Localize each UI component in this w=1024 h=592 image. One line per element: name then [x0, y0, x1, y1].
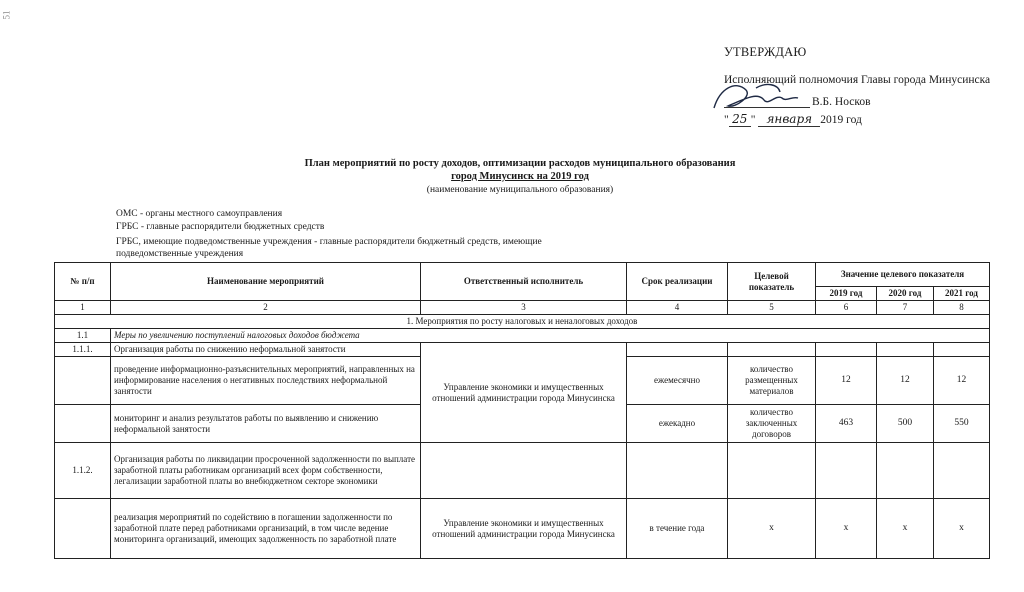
row-num	[55, 357, 111, 405]
row-v2019: 463	[816, 405, 877, 443]
row-name: проведение информационно-разъяснительных мероприятий, направленных на информирование населения о негативных последствиях неформальной занятости	[111, 357, 421, 405]
row-name: реализация мероприятий по содействию в погашении задолженности по заработной плате перед работниками организаций, в том числе ведение мониторинга организаций, имеющих задолженность по заработной плате	[111, 499, 421, 559]
approval-name: В.Б. Носков	[812, 96, 871, 108]
row-num: 1.1.1.	[55, 343, 111, 357]
header-value-group: Значение целевого показателя	[816, 263, 990, 287]
header-name: Наименование мероприятий	[111, 263, 421, 301]
row-responsible	[421, 443, 627, 499]
row-v2020	[877, 443, 934, 499]
row-v2021: 12	[934, 357, 990, 405]
section-title: 1. Мероприятия по росту налоговых и неналоговых доходов	[55, 315, 990, 329]
date-year: 2019 год	[820, 114, 862, 126]
row-target	[728, 443, 816, 499]
row-v2021: х	[934, 499, 990, 559]
legend-oms: ОМС - органы местного самоуправления	[116, 209, 283, 219]
header-year-2020: 2020 год	[877, 287, 934, 301]
table-header-row	[55, 263, 990, 287]
row-name: Организация работы по ликвидации просроченной задолженности по выплате заработной платы работникам организаций всех форм собственности, легализации заработной платы во внебюджетном секторе экономики	[111, 443, 421, 499]
col-number: 1	[55, 301, 111, 315]
row-v2021	[934, 443, 990, 499]
subsection-title: Меры по увеличению поступлений налоговых доходов бюджета	[111, 329, 990, 343]
header-year-2019: 2019 год	[816, 287, 877, 301]
row-target: х	[728, 499, 816, 559]
approval-date	[724, 112, 862, 127]
header-num: № п/п	[55, 263, 111, 301]
document-title: План мероприятий по росту доходов, оптимизации расходов муниципального образования	[304, 158, 736, 169]
row-v2019	[816, 343, 877, 357]
column-numbers-row	[55, 301, 990, 315]
col-number: 3	[421, 301, 627, 315]
table-row	[55, 499, 990, 559]
legend-grbs-sub: ГРБС, имеющие подведомственные учреждения - главные распорядители бюджетный средств, имеющие подведомственные учреждения	[116, 237, 542, 259]
row-v2020: 500	[877, 405, 934, 443]
row-num	[55, 499, 111, 559]
row-target: количество размещенных материалов	[728, 357, 816, 405]
row-term: ежемесячно	[627, 357, 728, 405]
row-responsible: Управление экономики и имущественных отношений администрации города Минусинска	[421, 343, 627, 443]
section-row	[55, 315, 990, 329]
row-name: мониторинг и анализ результатов работы по выявлению и снижению неформальной занятости	[111, 405, 421, 443]
row-v2019	[816, 443, 877, 499]
header-year-2021: 2021 год	[934, 287, 990, 301]
col-number: 2	[111, 301, 421, 315]
col-number: 5	[728, 301, 816, 315]
subsection-row	[55, 329, 990, 343]
approval-role: Исполняющий полномочия Главы города Минусинска	[724, 74, 991, 86]
subsection-num: 1.1	[55, 329, 111, 343]
document-title-note: (наименование муниципального образования)	[426, 185, 614, 195]
date-quote-open: "	[724, 114, 729, 126]
header-target: Целевой показатель	[728, 263, 816, 301]
col-number: 6	[816, 301, 877, 315]
col-number: 7	[877, 301, 934, 315]
row-v2020	[877, 343, 934, 357]
date-quote-close: "	[750, 114, 756, 126]
date-month: января	[758, 112, 820, 127]
row-v2020: х	[877, 499, 934, 559]
row-v2021: 550	[934, 405, 990, 443]
row-name: Организация работы по снижению неформальной занятости	[111, 343, 421, 357]
row-target	[728, 343, 816, 357]
row-term	[627, 343, 728, 357]
header-term: Срок реализации	[627, 263, 728, 301]
row-term: в течение года	[627, 499, 728, 559]
legend-grbs: ГРБС - главные распорядители бюджетных средств	[116, 222, 325, 232]
row-v2021	[934, 343, 990, 357]
row-term	[627, 443, 728, 499]
row-term: ежекадно	[627, 405, 728, 443]
col-number: 4	[627, 301, 728, 315]
row-v2019: 12	[816, 357, 877, 405]
page-corner-mark: 51	[1, 10, 12, 20]
header-responsible: Ответственный исполнитель	[421, 263, 627, 301]
row-v2019: х	[816, 499, 877, 559]
table-row	[55, 343, 990, 357]
table-row	[55, 443, 990, 499]
row-num: 1.1.2.	[55, 443, 111, 499]
document-title-municipality: город Минусинск на 2019 год	[451, 171, 589, 182]
row-responsible: Управление экономики и имущественных отношений администрации города Минусинска	[421, 499, 627, 559]
date-day: 25	[729, 112, 751, 127]
plan-table	[54, 262, 990, 559]
approval-title: УТВЕРЖДАЮ	[724, 45, 807, 59]
row-v2020: 12	[877, 357, 934, 405]
row-num	[55, 405, 111, 443]
col-number: 8	[934, 301, 990, 315]
signature-line	[724, 107, 810, 108]
row-target: количество заключенных договоров	[728, 405, 816, 443]
